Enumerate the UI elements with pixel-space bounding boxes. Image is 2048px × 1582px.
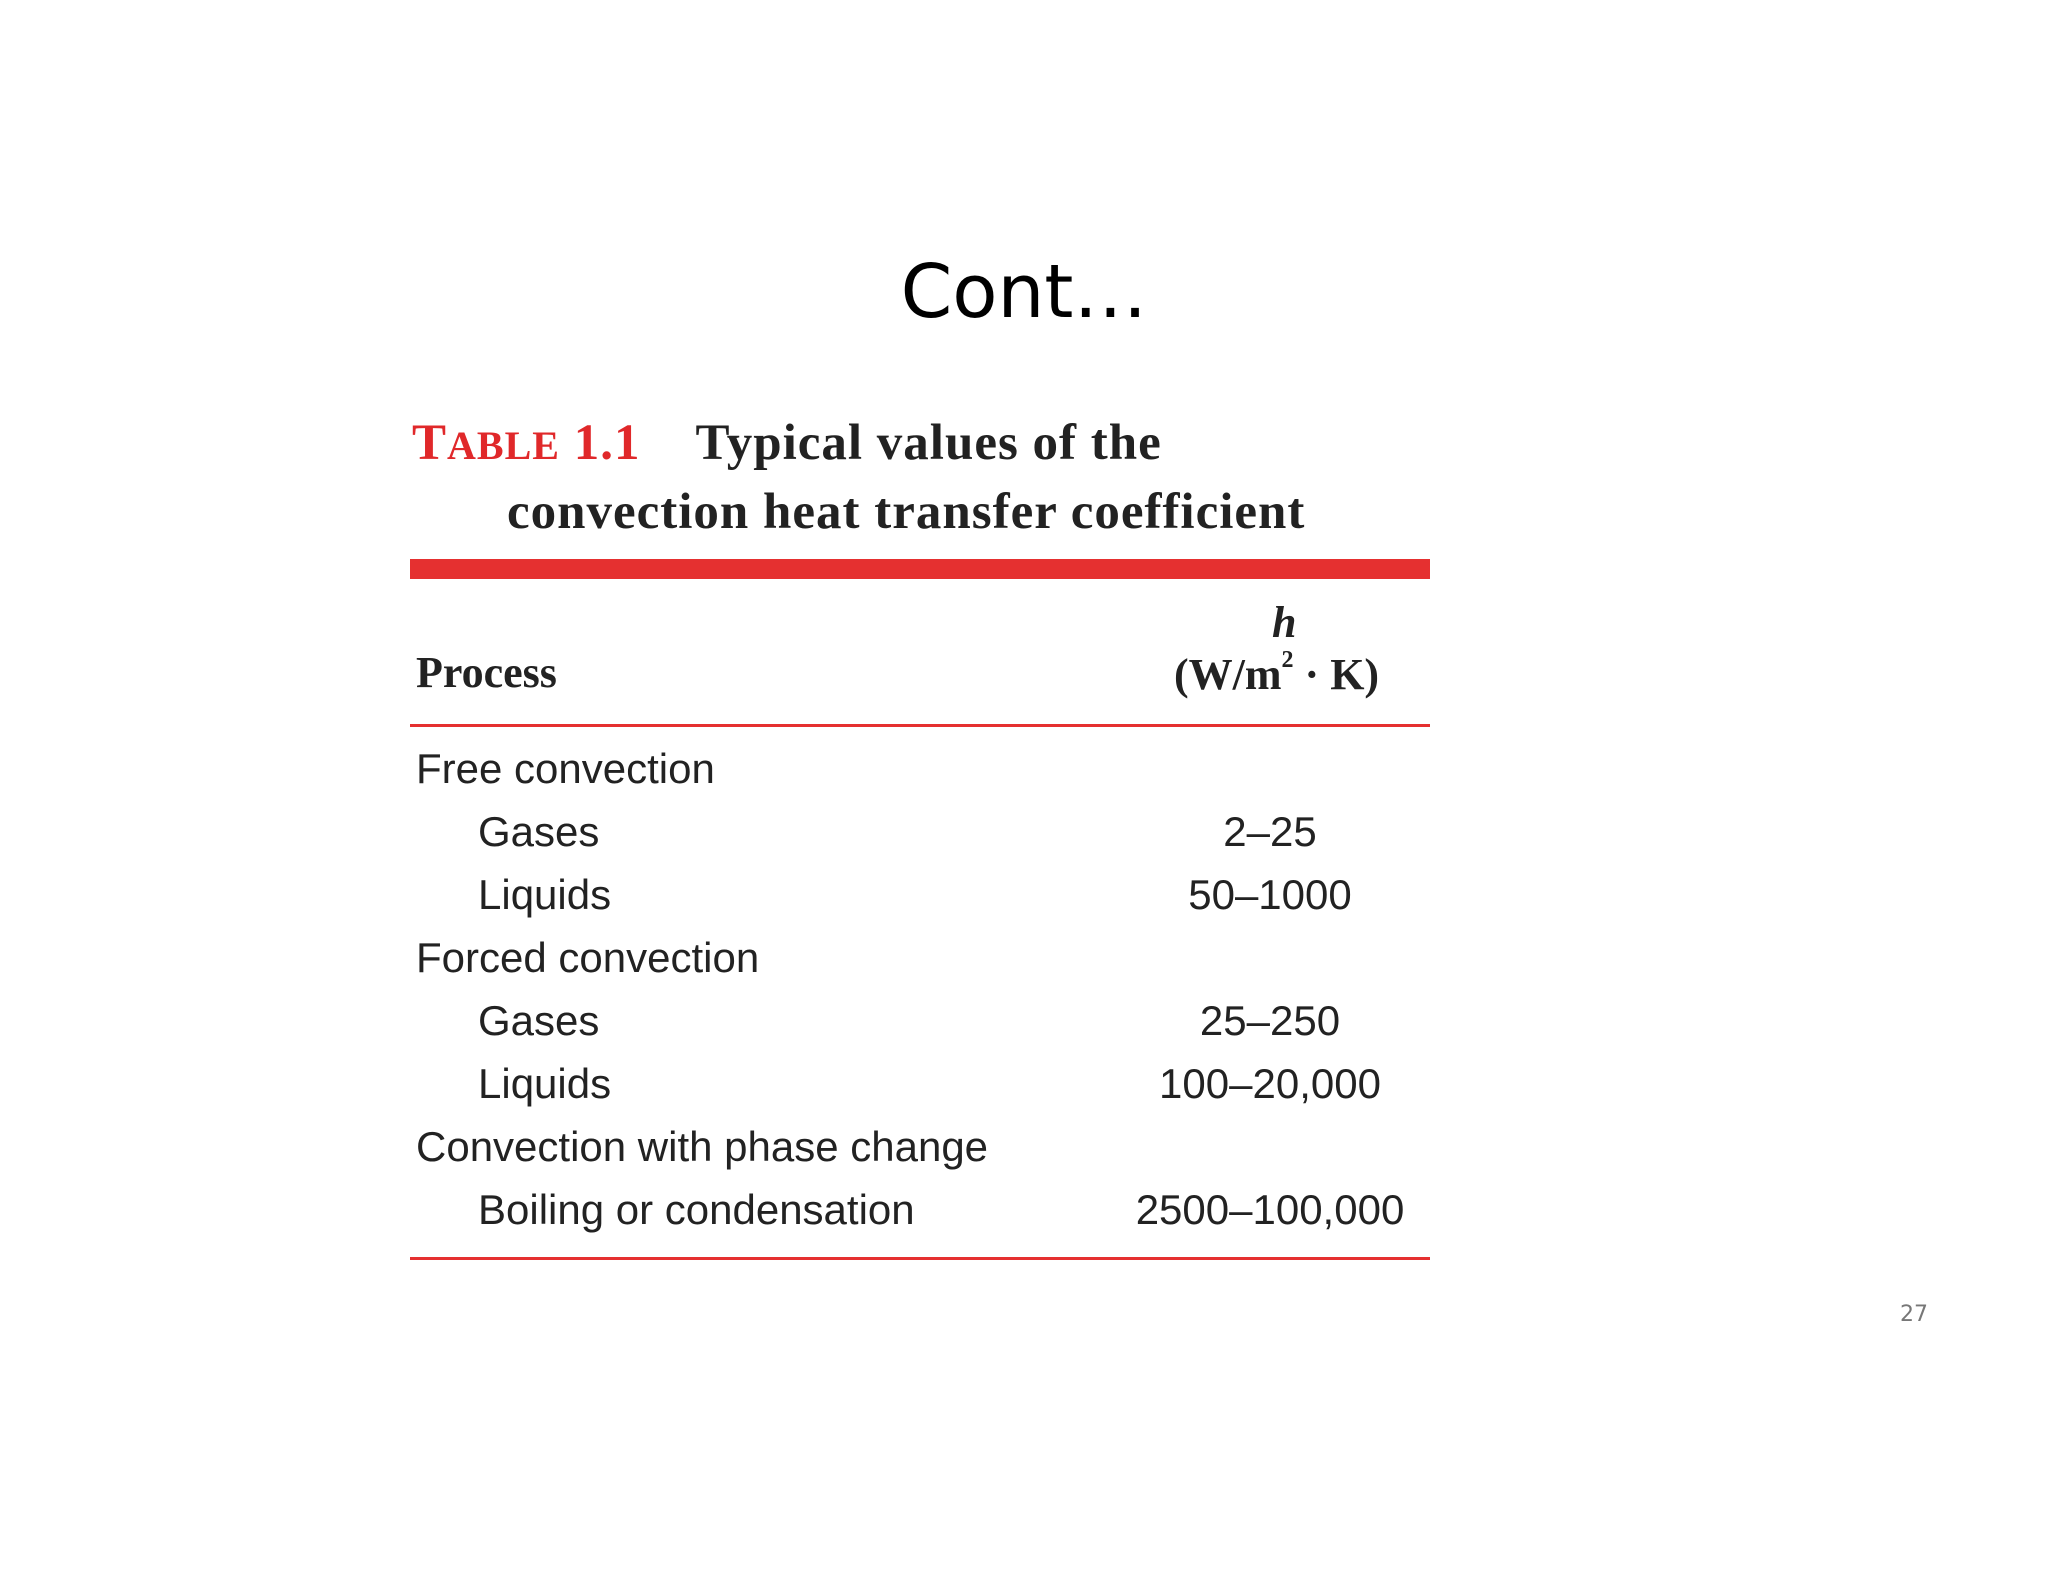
table-caption xyxy=(410,410,1430,545)
table-row xyxy=(410,991,1430,1054)
table-row xyxy=(410,928,1430,991)
table-number: 1.1 xyxy=(573,415,641,471)
header-unit-exponent: 2 xyxy=(1281,647,1294,673)
slide-title: Cont… xyxy=(900,249,1148,335)
row-label: Gases xyxy=(478,808,600,855)
top-rule xyxy=(410,559,1430,579)
row-label: Boiling or condensation xyxy=(478,1186,915,1233)
bottom-rule xyxy=(410,1257,1430,1260)
caption-line-2: convection heat transfer coefficient xyxy=(507,484,1306,540)
table-row xyxy=(410,739,1430,802)
row-value: 100–20,000 xyxy=(1159,1060,1381,1107)
table-header xyxy=(410,579,1430,724)
coefficient-table xyxy=(410,410,1430,1260)
caption-text-1: Typical values of the xyxy=(695,415,1162,471)
table-row xyxy=(410,1117,1430,1180)
row-label: Forced convection xyxy=(416,934,760,981)
row-label: Gases xyxy=(478,997,600,1044)
caption-line-1 xyxy=(410,410,1430,479)
row-label: Convection with phase change xyxy=(416,1123,989,1170)
row-label: Liquids xyxy=(478,1060,612,1107)
table-row xyxy=(410,1054,1430,1117)
table-label-smallcaps: ABLE xyxy=(447,423,560,468)
row-value: 25–250 xyxy=(1199,997,1341,1044)
table-body xyxy=(410,727,1430,1257)
row-value: 2500–100,000 xyxy=(1135,1186,1405,1233)
table-row xyxy=(410,802,1430,865)
header-h-symbol: h xyxy=(1272,598,1297,647)
header-unit xyxy=(1174,647,1379,700)
row-value: 2–25 xyxy=(1223,808,1317,855)
table-row xyxy=(410,865,1430,928)
row-label: Liquids xyxy=(478,871,612,918)
row-label: Free convection xyxy=(416,745,715,792)
table-label-initial: T xyxy=(412,415,448,471)
header-unit-open: (W/m xyxy=(1174,650,1282,699)
header-process: Process xyxy=(416,648,557,697)
page-number: 27 xyxy=(1900,1302,1928,1327)
table-row xyxy=(410,1180,1430,1243)
row-value: 50–1000 xyxy=(1188,871,1352,918)
header-unit-close: · K) xyxy=(1293,650,1380,699)
table-label xyxy=(412,415,640,471)
